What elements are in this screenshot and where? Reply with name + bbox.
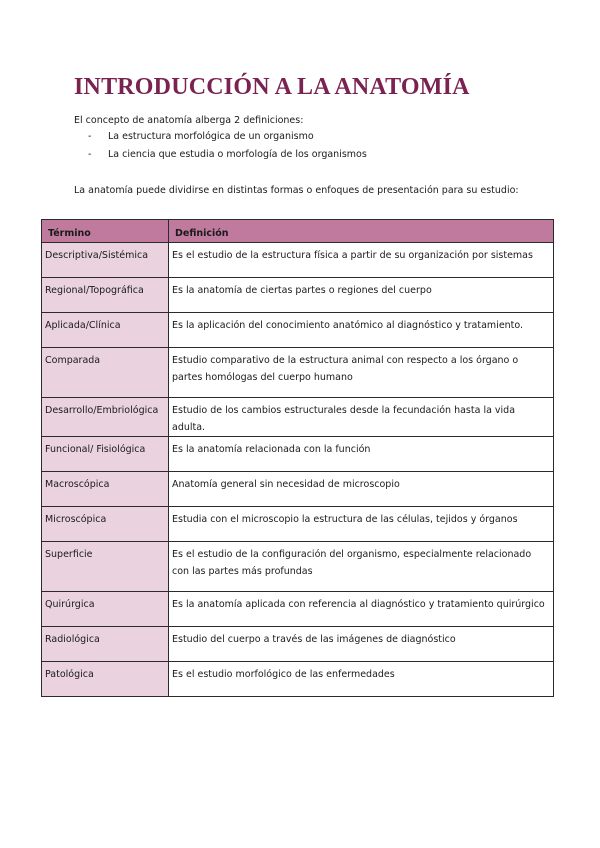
table-row: [42, 278, 554, 313]
definition-cell: Estudio del cuerpo a través de las imágenes de diagnóstico: [169, 627, 554, 662]
term-cell: Macroscópica: [42, 472, 169, 507]
term-cell: Superficie: [42, 542, 169, 592]
list-item: [88, 130, 367, 148]
list-item-text: La estructura morfológica de un organismo: [108, 131, 314, 142]
table-row: [42, 507, 554, 542]
term-cell: Radiológica: [42, 627, 169, 662]
term-cell: Regional/Topográfica: [42, 278, 169, 313]
definition-cell: Es el estudio de la configuración del organismo, especialmente relacionado con las partes más profundas: [169, 542, 554, 592]
table-row: [42, 243, 554, 278]
term-cell: Funcional/ Fisiológica: [42, 437, 169, 472]
definition-list: [88, 130, 367, 166]
page-title: INTRODUCCIÓN A LA ANATOMÍA: [74, 74, 470, 100]
term-cell: Patológica: [42, 662, 169, 697]
table-row: [42, 437, 554, 472]
table-row: [42, 398, 554, 437]
table-row: [42, 542, 554, 592]
definition-cell: Es la aplicación del conocimiento anatómico al diagnóstico y tratamiento.: [169, 313, 554, 348]
term-cell: Desarrollo/Embriológica: [42, 398, 169, 437]
column-header-term: Término: [42, 220, 169, 243]
table-intro-paragraph: La anatomía puede dividirse en distintas formas o enfoques de presentación para su estudio:: [74, 185, 519, 196]
term-cell: Aplicada/Clínica: [42, 313, 169, 348]
table-row: [42, 348, 554, 398]
list-item: [88, 148, 367, 166]
term-cell: Quirúrgica: [42, 592, 169, 627]
definition-cell: Anatomía general sin necesidad de microscopio: [169, 472, 554, 507]
definition-cell: Es la anatomía relacionada con la función: [169, 437, 554, 472]
table-row: [42, 627, 554, 662]
definition-cell: Es la anatomía de ciertas partes o regiones del cuerpo: [169, 278, 554, 313]
definition-cell: Estudia con el microscopio la estructura de las células, tejidos y órganos: [169, 507, 554, 542]
bullet-marker: -: [88, 149, 92, 160]
term-cell: Descriptiva/Sistémica: [42, 243, 169, 278]
bullet-marker: -: [88, 131, 92, 142]
definition-cell: Es la anatomía aplicada con referencia al diagnóstico y tratamiento quirúrgico: [169, 592, 554, 627]
table-header-row: [42, 220, 554, 243]
definition-cell: Estudio de los cambios estructurales desde la fecundación hasta la vida adulta.: [169, 398, 554, 437]
table-row: [42, 592, 554, 627]
table-row: [42, 313, 554, 348]
anatomy-table: [41, 219, 554, 697]
list-item-text: La ciencia que estudia o morfología de los organismos: [108, 149, 367, 160]
table-row: [42, 472, 554, 507]
table-row: [42, 662, 554, 697]
term-cell: Comparada: [42, 348, 169, 398]
definition-cell: Estudio comparativo de la estructura animal con respecto a los órgano o partes homólogas del cuerpo humano: [169, 348, 554, 398]
column-header-definition: Definición: [169, 220, 554, 243]
definition-cell: Es el estudio de la estructura física a partir de su organización por sistemas: [169, 243, 554, 278]
term-cell: Microscópica: [42, 507, 169, 542]
definition-cell: Es el estudio morfológico de las enfermedades: [169, 662, 554, 697]
intro-text: El concepto de anatomía alberga 2 definiciones:: [74, 115, 304, 126]
